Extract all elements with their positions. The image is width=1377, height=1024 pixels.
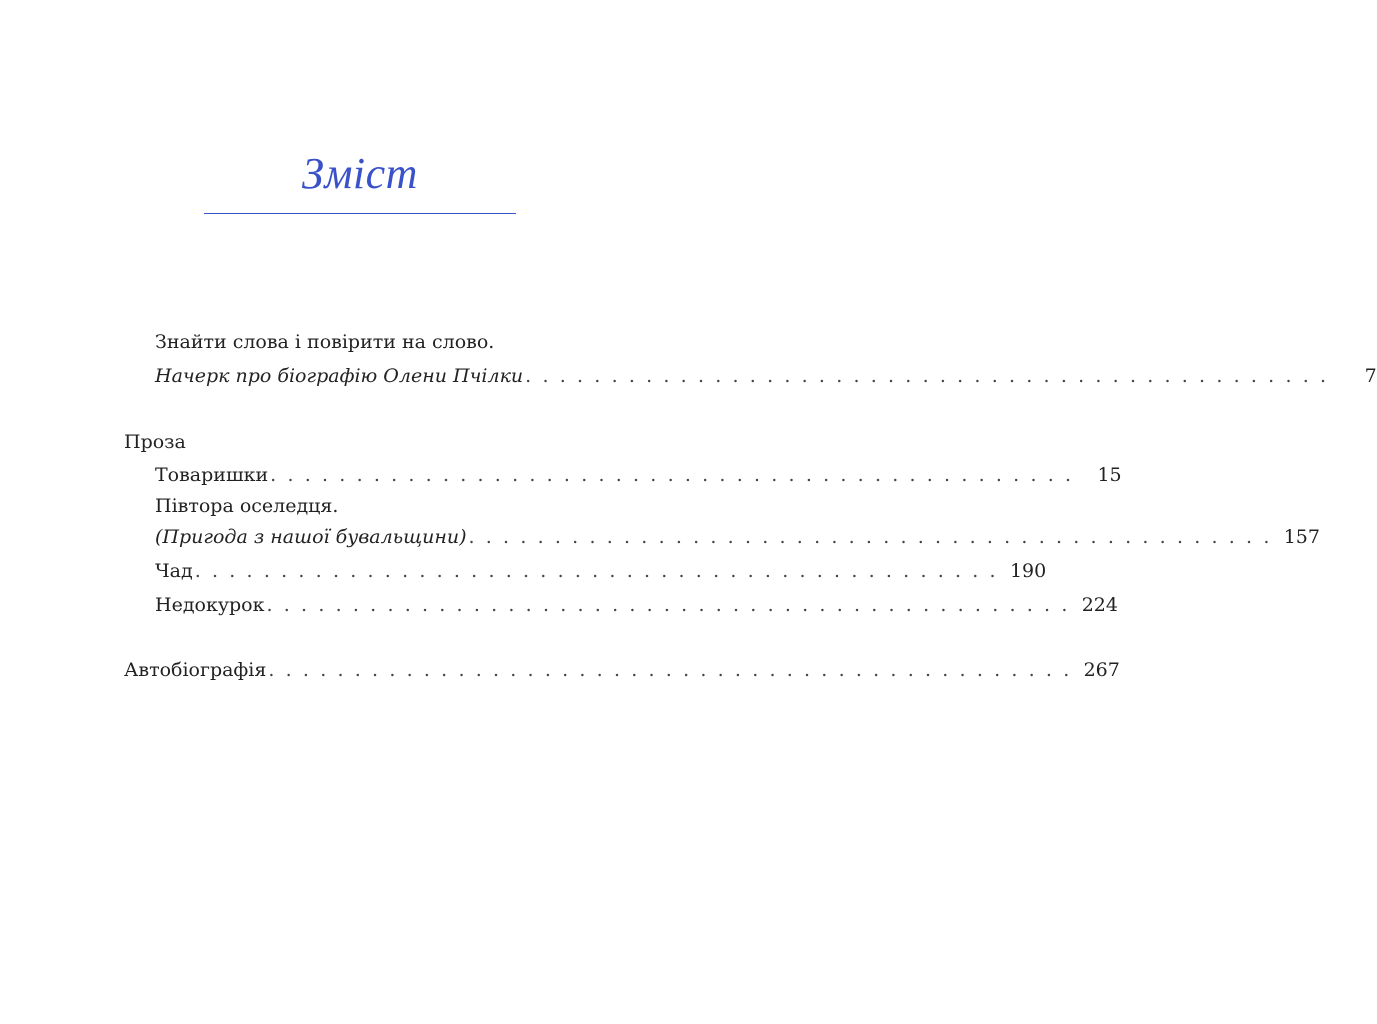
toc-entry-tovaryshky[interactable] — [155, 461, 1122, 489]
section-heading-label: Проза — [124, 431, 186, 453]
page-number: 267 — [1083, 659, 1120, 681]
toc-entry-chad[interactable] — [155, 557, 1047, 585]
toc-entry-title: Недокурок — [155, 594, 265, 616]
toc-entry-intro-line2[interactable] — [155, 362, 1377, 390]
section-heading-prose — [124, 428, 590, 456]
toc-entry-intro-title: Знайти слова і повірити на слово. — [155, 331, 495, 353]
dot-leader: . . . . . . . . . . . . . . . . . . . . . . . . . . . . . . . . . . . . . . . . . . . . . . . — [468, 526, 1272, 548]
toc-entry-pivtora-line2[interactable] — [155, 523, 1320, 551]
toc-entry-intro-subtitle: Начерк про біографію Олени Пчілки — [155, 365, 524, 387]
page-number: 190 — [1009, 560, 1047, 582]
page-number: 157 — [1283, 526, 1320, 548]
page-number: 224 — [1081, 594, 1118, 616]
toc-entry-nedokurok[interactable] — [155, 591, 1118, 619]
toc-entry-intro-line1[interactable] — [155, 328, 590, 356]
toc-entry-title: Товаришки — [155, 464, 269, 486]
toc-entry-title: Автобіографія — [124, 659, 267, 681]
toc-entry-title: Чад — [155, 560, 193, 582]
dot-leader: . . . . . . . . . . . . . . . . . . . . . . . . . . . . . . . . . . . . . . . . . . . . . . . — [194, 560, 999, 582]
dot-leader: . . . . . . . . . . . . . . . . . . . . . . . . . . . . . . . . . . . . . . . . . . . . . . . — [525, 365, 1329, 387]
toc-entry-title: Півтора оселедця. — [155, 495, 339, 517]
dot-leader: . . . . . . . . . . . . . . . . . . . . . . . . . . . . . . . . . . . . . . . . . . . . . . . — [266, 594, 1070, 616]
table-of-contents — [124, 0, 1377, 1024]
dot-leader: . . . . . . . . . . . . . . . . . . . . . . . . . . . . . . . . . . . . . . . . . . . . . . . — [268, 659, 1072, 681]
page-number: 7 — [1364, 365, 1377, 387]
toc-entry-subtitle: (Пригода з нашої бувальщини) — [155, 526, 467, 548]
toc-entry-pivtora-line1[interactable] — [155, 492, 590, 520]
toc-entry-autobiography[interactable] — [124, 656, 1120, 684]
dot-leader: . . . . . . . . . . . . . . . . . . . . . . . . . . . . . . . . . . . . . . . . . . . . . . . — [270, 464, 1074, 486]
page-number: 15 — [1097, 464, 1122, 486]
page-title: Зміст — [302, 149, 418, 198]
